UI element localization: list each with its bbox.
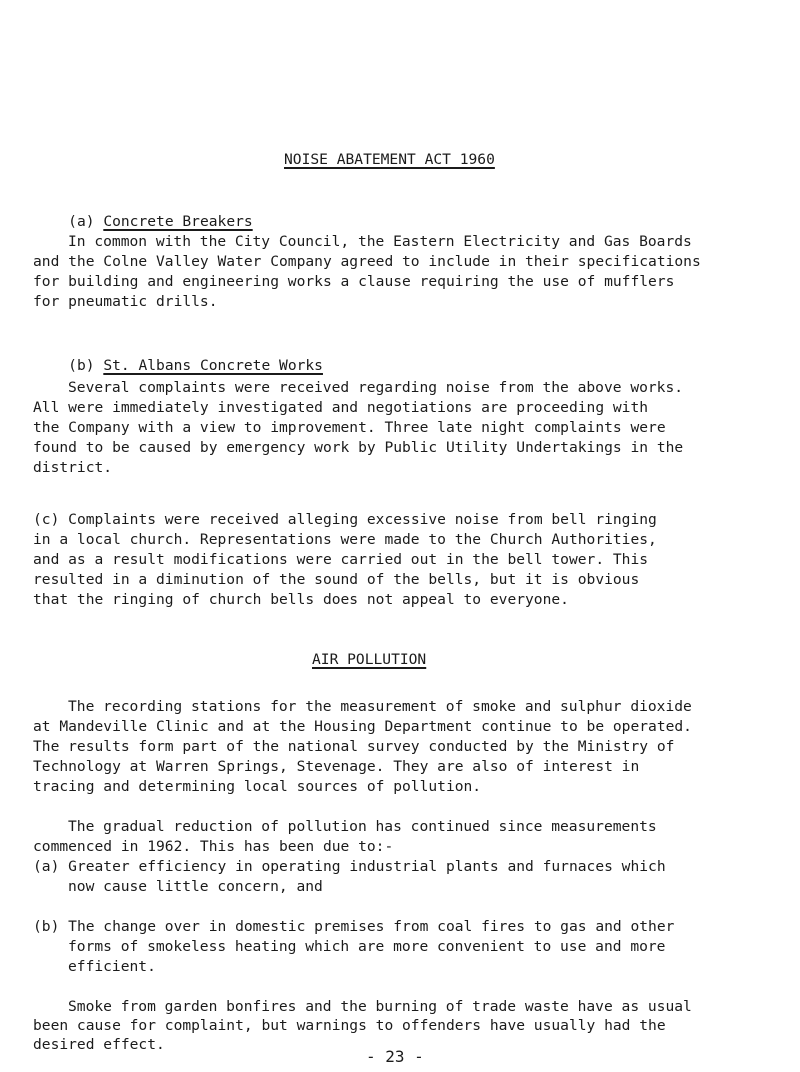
section-c-line-1 — [33, 510, 657, 530]
para2-line-1: The gradual reduction of pollution has continued since measurements — [68, 818, 657, 835]
para2-line-2: commenced in 1962. This has been due to:- — [33, 838, 394, 855]
para3-line-1: Smoke from garden bonfires and the burning of trade waste have as usual — [68, 998, 692, 1015]
section-a-label: (a) — [68, 213, 95, 230]
list-item-b-text-1: The change over in domestic premises from coal fires to gas and other — [68, 918, 675, 935]
list-item-b-label: (b) — [33, 918, 60, 935]
section-a-title: Concrete Breakers — [103, 213, 253, 230]
section-c-label: (c) — [33, 511, 60, 528]
list-item-a-label: (a) — [33, 858, 60, 875]
section-c-line-2: in a local church. Representations were made to the Church Authorities, — [33, 531, 657, 548]
list-item-a-line-2: now cause little concern, and — [68, 878, 323, 895]
para1-line-2: at Mandeville Clinic and at the Housing Department continue to be operated. — [33, 718, 692, 735]
section-c-line-3: and as a result modifications were carried out in the bell tower. This — [33, 551, 649, 568]
section-a-line-3: for building and engineering works a clause requiring the use of mufflers — [33, 273, 675, 290]
list-item-b-line-3: efficient. — [68, 958, 156, 975]
section-b-line-3: the Company with a view to improvement. Three late night complaints were — [33, 419, 666, 436]
list-item-a — [33, 857, 666, 877]
heading-noise-abatement: NOISE ABATEMENT ACT 1960 — [284, 151, 495, 168]
section-c-text-1: Complaints were received alleging excessive noise from bell ringing — [68, 511, 657, 528]
page-number: - 23 - — [366, 1047, 424, 1066]
para3-line-3: desired effect. — [33, 1036, 165, 1053]
list-item-b-line-2: forms of smokeless heating which are more convenient to use and more — [68, 938, 666, 955]
section-a-line-4: for pneumatic drills. — [33, 293, 218, 310]
para1-line-4: Technology at Warren Springs, Stevenage. They are also of interest in — [33, 758, 640, 775]
section-c-line-4: resulted in a diminution of the sound of the bells, but it is obvious — [33, 571, 640, 588]
heading-air-pollution: AIR POLLUTION — [312, 651, 427, 668]
section-b-line-2: All were immediately investigated and negotiations are proceeding with — [33, 399, 649, 416]
list-item-a-text-1: Greater efficiency in operating industrial plants and furnaces which — [68, 858, 666, 875]
para1-line-3: The results form part of the national survey conducted by the Ministry of — [33, 738, 675, 755]
section-c-line-5: that the ringing of church bells does not appeal to everyone. — [33, 591, 569, 608]
list-item-b — [33, 917, 674, 937]
para3-line-2: been cause for complaint, but warnings to offenders have usually had the — [33, 1017, 666, 1034]
section-b-title: St. Albans Concrete Works — [103, 357, 323, 374]
section-a-line-2: and the Colne Valley Water Company agreed to include in their specifications — [33, 253, 701, 270]
para1-line-1: The recording stations for the measurement of smoke and sulphur dioxide — [68, 698, 692, 715]
section-b-line-4: found to be caused by emergency work by Public Utility Undertakings in the — [33, 439, 684, 456]
para1-line-5: tracing and determining local sources of pollution. — [33, 778, 482, 795]
section-a-line-1: In common with the City Council, the Eastern Electricity and Gas Boards — [68, 233, 692, 250]
section-b-label: (b) — [68, 357, 95, 374]
section-b-line-5: district. — [33, 459, 113, 476]
section-b-line-1: Several complaints were received regarding noise from the above works. — [68, 379, 684, 396]
